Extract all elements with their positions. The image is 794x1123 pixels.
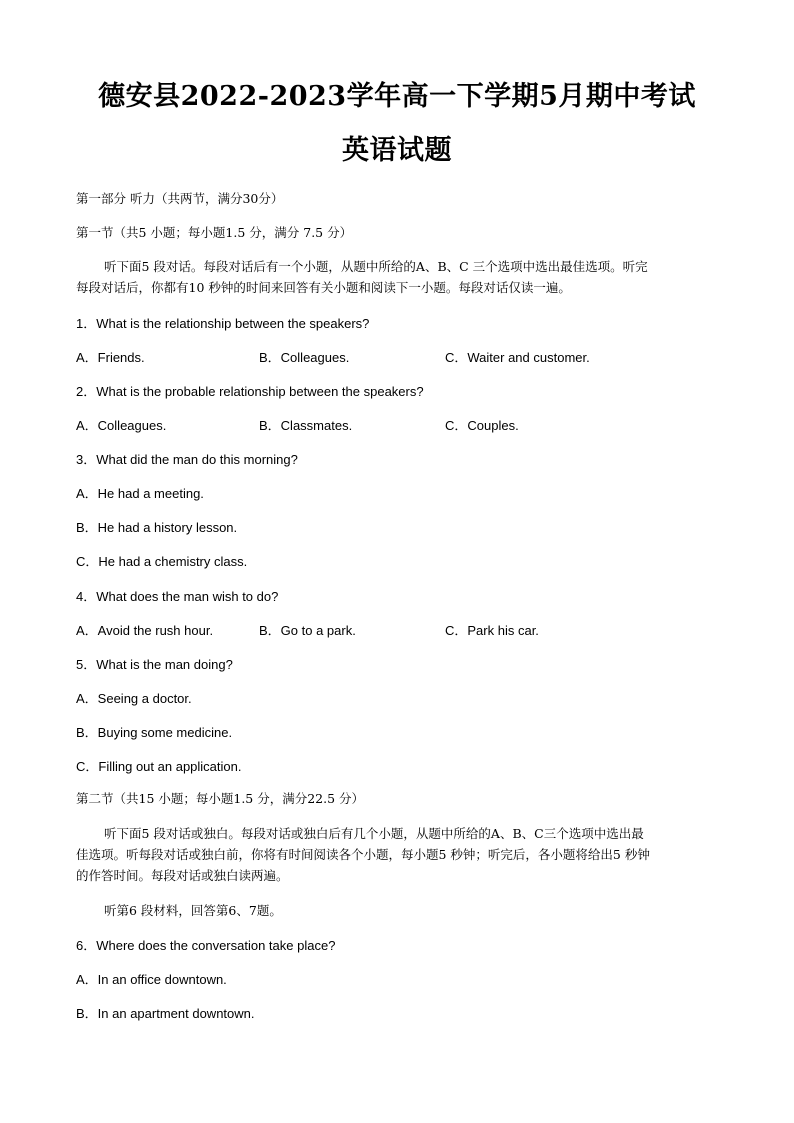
question-4-stem: 4．What does the man wish to do? (76, 589, 279, 604)
section2-instructions-line1: 听下面5 段对话或独白。每段对话或独白后有几个小题，从题中所给的A、B、C三个选项中选出最 (104, 826, 644, 841)
part1-heading: 第一部分 听力（共两节，满分30分） (76, 191, 284, 206)
question-2-option-a: A．Colleagues. (76, 418, 167, 433)
question-5-option-c: C．Filling out an application. (76, 759, 242, 774)
question-1-option-a: A．Friends. (76, 350, 145, 365)
question-2-stem: 2．What is the probable relationship between the speakers? (76, 384, 424, 399)
question-6-option-b: B．In an apartment downtown. (76, 1006, 255, 1021)
question-2-option-b: B．Classmates. (259, 418, 353, 433)
question-3-option-c: C．He had a chemistry class. (76, 554, 248, 569)
question-2-option-c: C．Couples. (445, 418, 519, 433)
question-1-option-c: C．Waiter and customer. (445, 350, 590, 365)
exam-title: 德安县2022-2023学年高一下学期5月期中考试 (98, 81, 696, 112)
section2-instructions-line3: 的作答时间。每段对话或独白读两遍。 (76, 868, 289, 883)
section1-instructions-line1: 听下面5 段对话。每段对话后有一个小题，从题中所给的A、B、C 三个选项中选出最佳选项。听完 (104, 259, 648, 274)
section2-heading: 第二节（共15 小题；每小题1.5 分，满分22.5 分） (76, 791, 365, 806)
material-6-note: 听第6 段材料，回答第6、7题。 (104, 903, 282, 918)
section2-instructions-line2: 佳选项。听每段对话或独白前，你将有时间阅读各个小题，每小题5 秒钟；听完后，各小题将给出5 秒钟 (76, 847, 650, 862)
question-3-option-b: B．He had a history lesson. (76, 520, 238, 535)
question-3-stem: 3．What did the man do this morning? (76, 452, 298, 467)
exam-subtitle: 英语试题 (342, 135, 452, 166)
question-5-stem: 5．What is the man doing? (76, 657, 233, 672)
question-3-option-a: A．He had a meeting. (76, 486, 204, 501)
question-5-option-a: A．Seeing a doctor. (76, 691, 192, 706)
section1-heading: 第一节（共5 小题；每小题1.5 分，满分 7.5 分） (76, 225, 353, 240)
question-6-option-a: A．In an office downtown. (76, 972, 227, 987)
question-4-option-c: C．Park his car. (445, 623, 539, 638)
section1-instructions-line2: 每段对话后，你都有10 秒钟的时间来回答有关小题和阅读下一小题。每段对话仅读一遍。 (76, 280, 571, 295)
question-1-stem: 1．What is the relationship between the speakers? (76, 316, 370, 331)
question-4-option-a: A．Avoid the rush hour. (76, 623, 214, 638)
question-4-option-b: B．Go to a park. (259, 623, 356, 638)
question-5-option-b: B．Buying some medicine. (76, 725, 233, 740)
question-6-stem: 6．Where does the conversation take place? (76, 938, 336, 953)
question-1-option-b: B．Colleagues. (259, 350, 350, 365)
